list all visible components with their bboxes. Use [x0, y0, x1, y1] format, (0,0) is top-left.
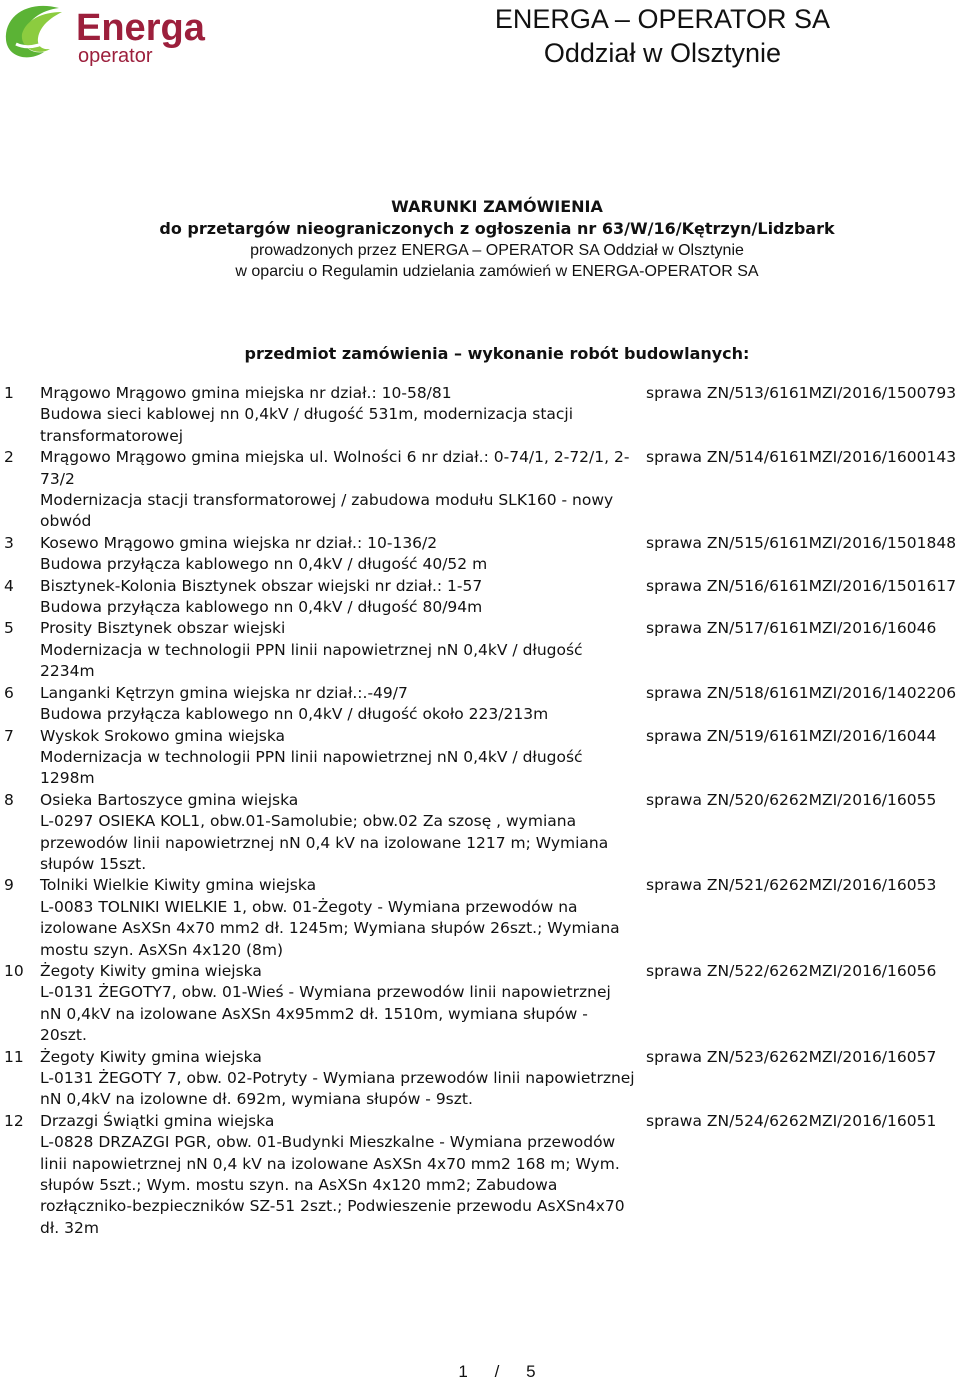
item-case-number: sprawa ZN/513/6161MZI/2016/1500793 [646, 384, 957, 402]
item-body [40, 961, 635, 1047]
list-item [0, 875, 960, 961]
item-body [40, 1047, 635, 1111]
item-description: Budowa sieci kablowej nn 0,4kV / długość 531m, modernizacja stacji transformatorowej [40, 405, 574, 445]
item-number: 2 [4, 448, 14, 467]
item-location: Mrągowo Mrągowo gmina miejska ul. Wolności 6 nr dział.: 0-74/1, 2-72/1, 2-73/2 [40, 448, 630, 488]
item-description: L-0131 ŻEGOTY7, obw. 01-Wieś - Wymiana przewodów linii napowietrznej nN 0,4kV na izolowane AsXSn 4x95mm2 dł. 1510m, wymiana słupów - 20szt. [40, 983, 611, 1045]
item-location: Mrągowo Mrągowo gmina miejska nr dział.: 10-58/81 [40, 384, 452, 402]
item-body [40, 618, 635, 682]
list-item [0, 790, 960, 876]
list-item [0, 576, 960, 619]
item-description: Modernizacja stacji transformatorowej / zabudowa modułu SLK160 - nowy obwód [40, 491, 614, 531]
page-total: 5 [526, 1362, 536, 1381]
page-separator: / [494, 1362, 500, 1381]
item-location: Osieka Bartoszyce gmina wiejska [40, 790, 299, 809]
page-footer [0, 1362, 960, 1382]
item-case-number: sprawa ZN/516/6161MZI/2016/1501617 [646, 576, 957, 595]
document-title: WARUNKI ZAMÓWIENIA [391, 197, 603, 216]
item-case-number: sprawa ZN/515/6161MZI/2016/1501848 [646, 533, 957, 552]
item-body [40, 790, 635, 876]
item-body [40, 576, 635, 619]
item-description: Modernizacja w technologii PPN linii napowietrznej nN 0,4kV / długość 2234m [40, 640, 583, 681]
item-body [40, 1111, 635, 1239]
item-case-number: sprawa ZN/521/6262MZI/2016/16053 [646, 876, 937, 895]
item-case-number: sprawa ZN/523/6262MZI/2016/16057 [646, 1047, 937, 1066]
item-number: 12 [4, 1111, 24, 1130]
item-number: 8 [4, 790, 14, 809]
logo-brand-text: Energa [76, 7, 205, 49]
item-description: Budowa przyłącza kablowego nn 0,4kV / długość 40/52 m [40, 555, 488, 574]
item-number: 1 [4, 384, 14, 402]
item-body [40, 447, 635, 533]
item-number: 7 [4, 726, 14, 745]
subject-heading: przedmiot zamówienia – wykonanie robót budowlanych: [244, 344, 750, 363]
list-item [0, 1047, 960, 1111]
item-case-number: sprawa ZN/518/6161MZI/2016/1402206 [646, 683, 957, 702]
item-body [40, 726, 635, 790]
item-location: Drzazgi Świątki gmina wiejska [40, 1111, 275, 1130]
document-header [0, 196, 960, 282]
item-location: Langanki Kętrzyn gmina wiejska nr dział.:.-49/7 [40, 683, 408, 702]
page-number: 1 [458, 1362, 468, 1381]
list-item [0, 726, 960, 790]
item-description: L-0083 TOLNIKI WIELKIE 1, obw. 01-Żegoty - Wymiana przewodów na izolowane AsXSn 4x70 mm2 dł. 1245m; Wymiana słupów 26szt.; Wymiana mostu szyn. AsXSn 4x120 (8m) [40, 897, 620, 959]
item-location: Żegoty Kiwity gmina wiejska [40, 1047, 262, 1066]
item-location: Tolniki Wielkie Kiwity gmina wiejska [40, 876, 317, 895]
item-number: 5 [4, 619, 14, 638]
item-location: Wyskok Srokowo gmina wiejska [40, 726, 286, 745]
document-subtitle: do przetargów nieograniczonych z ogłoszenia nr 63/W/16/Kętrzyn/Lidzbark [159, 219, 835, 238]
item-description: L-0828 DRZAZGI PGR, obw. 01-Budynki Mieszkalne - Wymiana przewodów linii napowietrznej nN 0,4 kV na izolowane AsXSn 4x70 mm2 168 m; Wym. słupów 5szt.; Wym. mostu szyn. na AsXSn 4x120 mm2; Zabudowa rozłączniko-bezpieczników SZ-51 2szt.; Podwieszenie przewodu AsXSn4x70 dł. 32m [40, 1133, 625, 1237]
document-line-2: w oparciu o Regulamin udzielania zamówień w ENERGA-OPERATOR SA [235, 263, 759, 280]
item-number: 11 [4, 1047, 24, 1066]
item-description: Budowa przyłącza kablowego nn 0,4kV / długość około 223/213m [40, 705, 549, 724]
item-description: L-0297 OSIEKA KOL1, obw.01-Samolubie; obw.02 Za szosę , wymiana przewodów linii napowietrznej nN 0,4 kV na izolowane 1217 m; Wymiana słupów 15szt. [40, 812, 609, 873]
energa-operator-logo [4, 0, 209, 70]
item-case-number: sprawa ZN/520/6262MZI/2016/16055 [646, 790, 937, 809]
item-case-number: sprawa ZN/517/6161MZI/2016/16046 [646, 619, 937, 638]
item-case-number: sprawa ZN/514/6161MZI/2016/1600143 [646, 448, 957, 467]
list-item [0, 961, 960, 1047]
item-case-number: sprawa ZN/522/6262MZI/2016/16056 [646, 961, 937, 980]
logo-leaf-icon [4, 0, 209, 70]
list-item [0, 447, 960, 533]
item-case-number: sprawa ZN/524/6262MZI/2016/16051 [646, 1111, 937, 1130]
company-header [495, 2, 830, 70]
item-number: 3 [4, 533, 14, 552]
item-location: Prosity Bisztynek obszar wiejski [40, 619, 286, 638]
item-number: 10 [4, 961, 24, 980]
item-body [40, 875, 635, 961]
list-item [0, 383, 960, 447]
item-number: 9 [4, 876, 14, 895]
item-description: L-0131 ŻEGOTY 7, obw. 02-Potryty - Wymiana przewodów linii napowietrznej nN 0,4kV na izolowne dł. 692m, wymiana słupów - 9szt. [40, 1069, 635, 1109]
item-location: Żegoty Kiwity gmina wiejska [40, 961, 262, 980]
item-location: Kosewo Mrągowo gmina wiejska nr dział.: 10-136/2 [40, 533, 438, 552]
item-case-number: sprawa ZN/519/6161MZI/2016/16044 [646, 726, 937, 745]
company-name: ENERGA – OPERATOR SA [494, 4, 830, 34]
list-item [0, 1111, 960, 1239]
item-description: Modernizacja w technologii PPN linii napowietrznej nN 0,4kV / długość 1298m [40, 747, 583, 788]
logo-sub-text: operator [78, 45, 153, 67]
list-item [0, 533, 960, 576]
item-number: 4 [4, 576, 14, 595]
item-body [40, 683, 635, 726]
item-location: Bisztynek-Kolonia Bisztynek obszar wiejski nr dział.: 1-57 [40, 576, 483, 595]
company-branch: Oddział w Olsztynie [543, 38, 781, 68]
item-number: 6 [4, 683, 14, 702]
item-body [40, 533, 635, 576]
item-description: Budowa przyłącza kablowego nn 0,4kV / długość 80/94m [40, 598, 483, 617]
list-item [0, 618, 960, 682]
document-line-1: prowadzonych przez ENERGA – OPERATOR SA Oddział w Olsztynie [250, 242, 744, 259]
item-body [40, 383, 635, 447]
list-item [0, 683, 960, 726]
items-list [0, 383, 960, 1239]
